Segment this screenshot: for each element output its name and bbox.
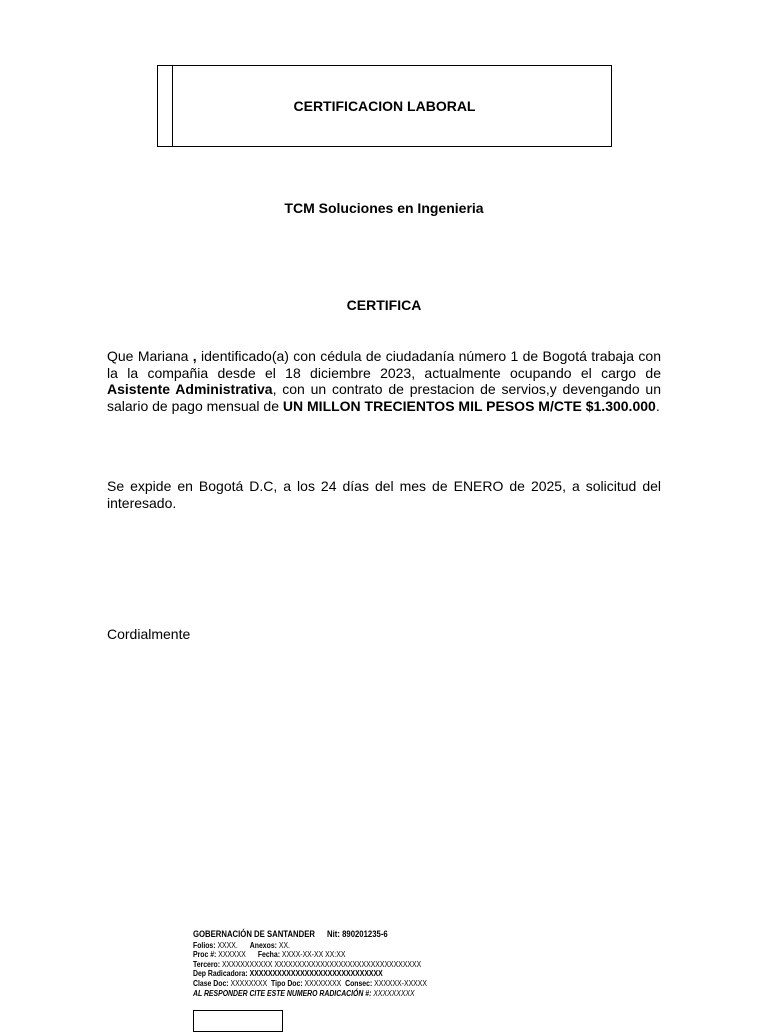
stamp-proc-value: XXXXXX bbox=[218, 950, 246, 960]
stamp-cite-label: AL RESPONDER CITE ESTE NUMERO RADICACIÓN #: bbox=[193, 988, 372, 998]
document-title: CERTIFICACION LABORAL bbox=[293, 98, 476, 114]
p1-text-d: , con un contrato de prestacion de servios,y devengando un salario de pago mensual de bbox=[107, 381, 662, 414]
stamp-nit-value: 890201235-6 bbox=[342, 929, 388, 939]
stamp-folios-label: Folios: bbox=[193, 940, 216, 950]
stamp-dep-value: XXXXXXXXXXXXXXXXXXXXXXXXXXXXX bbox=[249, 969, 383, 979]
stamp-dep-label: Dep Radicadora: bbox=[193, 969, 248, 979]
stamp-row-cite bbox=[193, 989, 427, 999]
stamp-consec-value: XXXXXX-XXXXX bbox=[374, 978, 427, 988]
stamp-tipo-label: Tipo Doc: bbox=[271, 978, 303, 988]
stamp-tipo-value: XXXXXXXX bbox=[304, 978, 342, 988]
radication-stamp bbox=[193, 930, 427, 998]
p1-end: . bbox=[655, 397, 660, 414]
job-position: Asistente Administrativa bbox=[107, 381, 273, 397]
stamp-proc-label: Proc #: bbox=[193, 950, 217, 960]
stamp-row-proc bbox=[193, 950, 427, 960]
certifica-heading: CERTIFICA bbox=[346, 297, 422, 313]
stamp-cite-value: XXXXXXXXX bbox=[373, 988, 415, 998]
stamp-row-tercero bbox=[193, 960, 427, 970]
closing-text: Cordialmente bbox=[107, 626, 191, 642]
stamp-row-folios bbox=[193, 941, 427, 951]
stamp-fecha-value: XXXX-XX-XX XX:XX bbox=[281, 950, 346, 960]
stamp-row-entity bbox=[193, 930, 427, 940]
stamp-tercero-value: XXXXXXXXXXX XXXXXXXXXXXXXXXXXXXXXXXXXXXXXXXX bbox=[221, 959, 422, 969]
stamp-barcode-box bbox=[193, 1010, 283, 1032]
title-box bbox=[157, 65, 612, 147]
stamp-fecha-label: Fecha: bbox=[257, 950, 281, 960]
certification-paragraph bbox=[107, 348, 661, 414]
p1-comma: , bbox=[192, 348, 197, 364]
salary-amount: UN MILLON TRECIENTOS MIL PESOS M/CTE $1.300.000 bbox=[282, 397, 656, 414]
stamp-row-dep bbox=[193, 969, 427, 979]
stamp-entity: GOBERNACIÓN DE SANTANDER bbox=[193, 929, 315, 939]
stamp-tercero-label: Tercero: bbox=[193, 959, 221, 969]
stamp-consec-label: Consec: bbox=[345, 978, 373, 988]
issuance-paragraph: Se expide en Bogotá D.C, a los 24 días del mes de ENERO de 2025, a solicitud del interesado. bbox=[107, 478, 661, 511]
stamp-row-clase bbox=[193, 979, 427, 989]
p1-text-c: identificado(a) con cédula de ciudadanía número 1 de Bogotá trabaja con la la compañia desde el 18 diciembre 2023, actualmente ocupando el cargo de bbox=[107, 348, 661, 381]
stamp-folios-value: XXXX. bbox=[217, 940, 238, 950]
p1-text-a: Que Mariana bbox=[107, 348, 193, 364]
stamp-anexos-label: Anexos: bbox=[249, 940, 277, 950]
stamp-anexos-value: XX. bbox=[278, 940, 290, 950]
stamp-clase-value: XXXXXXXX bbox=[230, 978, 268, 988]
stamp-clase-label: Clase Doc: bbox=[193, 978, 229, 988]
company-name: TCM Soluciones en Ingenieria bbox=[284, 200, 484, 216]
stamp-nit-label: Nit: bbox=[327, 929, 340, 939]
